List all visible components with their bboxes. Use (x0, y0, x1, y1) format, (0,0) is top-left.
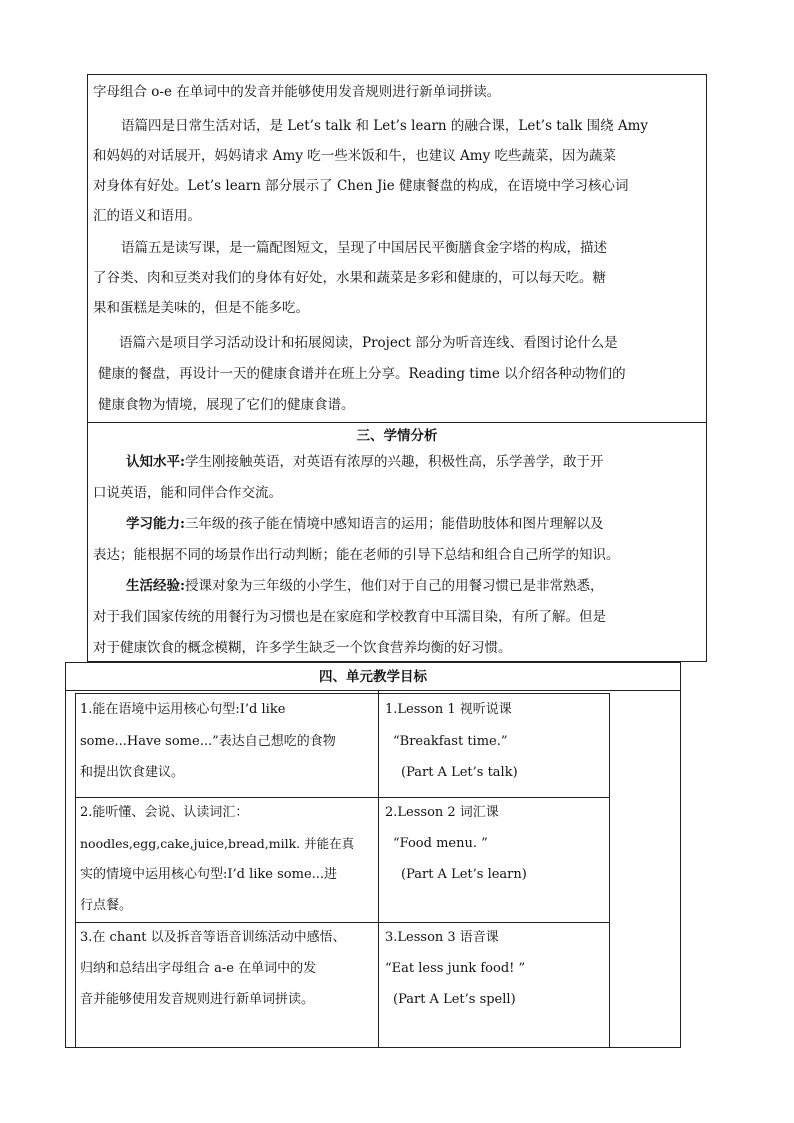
paragraph: 对身体有好处。Let’s learn 部分展示了 Chen Jie 健康餐盘的构成，在语境中学习核心词 (93, 178, 629, 194)
paragraph: 对于健康饮食的概念模糊，许多学生缺乏一个饮食营养均衡的好习惯。 (93, 640, 512, 656)
lesson-text: “Eat less junk food! ” (385, 961, 526, 976)
lesson-text: 3.Lesson 3 语音课 (385, 930, 499, 945)
text: 授课对象为三年级的小学生，他们对于自己的用餐习惯已是非常熟悉， (184, 578, 604, 594)
goal-text: 和提出饮食建议。 (80, 765, 185, 780)
lesson-text: 1.Lesson 1 视听说课 (385, 702, 512, 717)
lesson-text: (Part A Let’s learn) (401, 867, 527, 882)
paragraph (126, 576, 603, 596)
goal-text: 实的情境中运用核心句型:I’d like some...进 (80, 867, 338, 882)
goal-text: some...Have some...”表达自己想吃的食物 (80, 734, 336, 749)
goal-text: 音并能够使用发音规则进行新单词拼读。 (80, 992, 315, 1007)
paragraph: 健康食物为情境，展现了它们的健康食谱。 (98, 397, 355, 413)
paragraph: 和妈妈的对话展开，妈妈请求 Amy 吃一些米饭和牛，也建议 Amy 吃些蔬菜，因为蔬菜 (93, 148, 617, 164)
paragraph: 果和蛋糕是美味的，但是不能多吃。 (93, 300, 309, 316)
label: 生活经验: (126, 578, 185, 594)
paragraph: 语篇五是读写课，是一篇配图短文，呈现了中国居民平衡膳食金字塔的构成，描述 (121, 240, 607, 256)
lesson-text: “Food menu. ” (393, 836, 488, 851)
section-title: 三、学情分析 (356, 428, 438, 444)
paragraph: 口说英语，能和同伴合作交流。 (93, 485, 282, 501)
goal-text: 2.能听懂、会说、认读词汇： (80, 805, 249, 820)
text: 三年级的孩子能在情境中感知语言的运用；能借助肢体和图片理解以及 (184, 516, 604, 532)
label: 学习能力: (126, 516, 185, 532)
paragraph: 语篇六是项目学习活动设计和拓展阅读，Project 部分为听音连线、看图讨论什么是 (119, 335, 618, 351)
goal-text: 行点餐。 (80, 898, 133, 913)
paragraph: 对于我们国家传统的用餐行为习惯也是在家庭和学校教育中耳濡目染，有所了解。但是 (93, 609, 606, 625)
lesson-text: 2.Lesson 2 词汇课 (385, 805, 499, 820)
divider (75, 922, 610, 923)
lesson-text: (Part A Let’s spell) (393, 992, 516, 1007)
goal-text: 1.能在语境中运用核心句型:I’d like (80, 702, 286, 717)
paragraph: 表达；能根据不同的场景作出行动判断；能在老师的引导下总结和组合自己所学的知识。 (93, 547, 620, 563)
text: 学生刚接触英语，对英语有浓厚的兴趣，积极性高，乐学善学，敢于开 (184, 454, 604, 470)
label: 认知水平: (126, 454, 185, 470)
lesson-text: “Breakfast time.” (393, 734, 508, 749)
goal-text: 3.在 chant 以及拆音等语音训练活动中感悟、 (80, 930, 346, 945)
paragraph: 语篇四是日常生活对话，是 Let’s talk 和 Let’s learn 的融合课，Let’s talk 围绕 Amy (121, 118, 649, 134)
divider (65, 690, 681, 691)
lesson-text: (Part A Let’s talk) (401, 765, 518, 780)
section-title: 四、单元教学目标 (319, 669, 427, 685)
goal-text: noodles,egg,cake,juice,bread,milk. 并能在真 (80, 836, 355, 851)
paragraph (126, 514, 603, 534)
paragraph: 了谷类、肉和豆类对我们的身体有好处，水果和蔬菜是多彩和健康的，可以每天吃。糖 (93, 270, 606, 286)
paragraph (126, 452, 603, 472)
divider (75, 797, 610, 798)
goal-text: 归纳和总结出字母组合 a-e 在单词中的发 (80, 961, 317, 976)
paragraph: 字母组合 o-e 在单词中的发音并能够使用发音规则进行新单词拼读。 (93, 84, 501, 100)
paragraph: 健康的餐盘，再设计一天的健康食谱并在班上分享。Reading time 以介绍各种动物们的 (98, 366, 626, 382)
paragraph: 汇的语义和语用。 (93, 208, 201, 224)
